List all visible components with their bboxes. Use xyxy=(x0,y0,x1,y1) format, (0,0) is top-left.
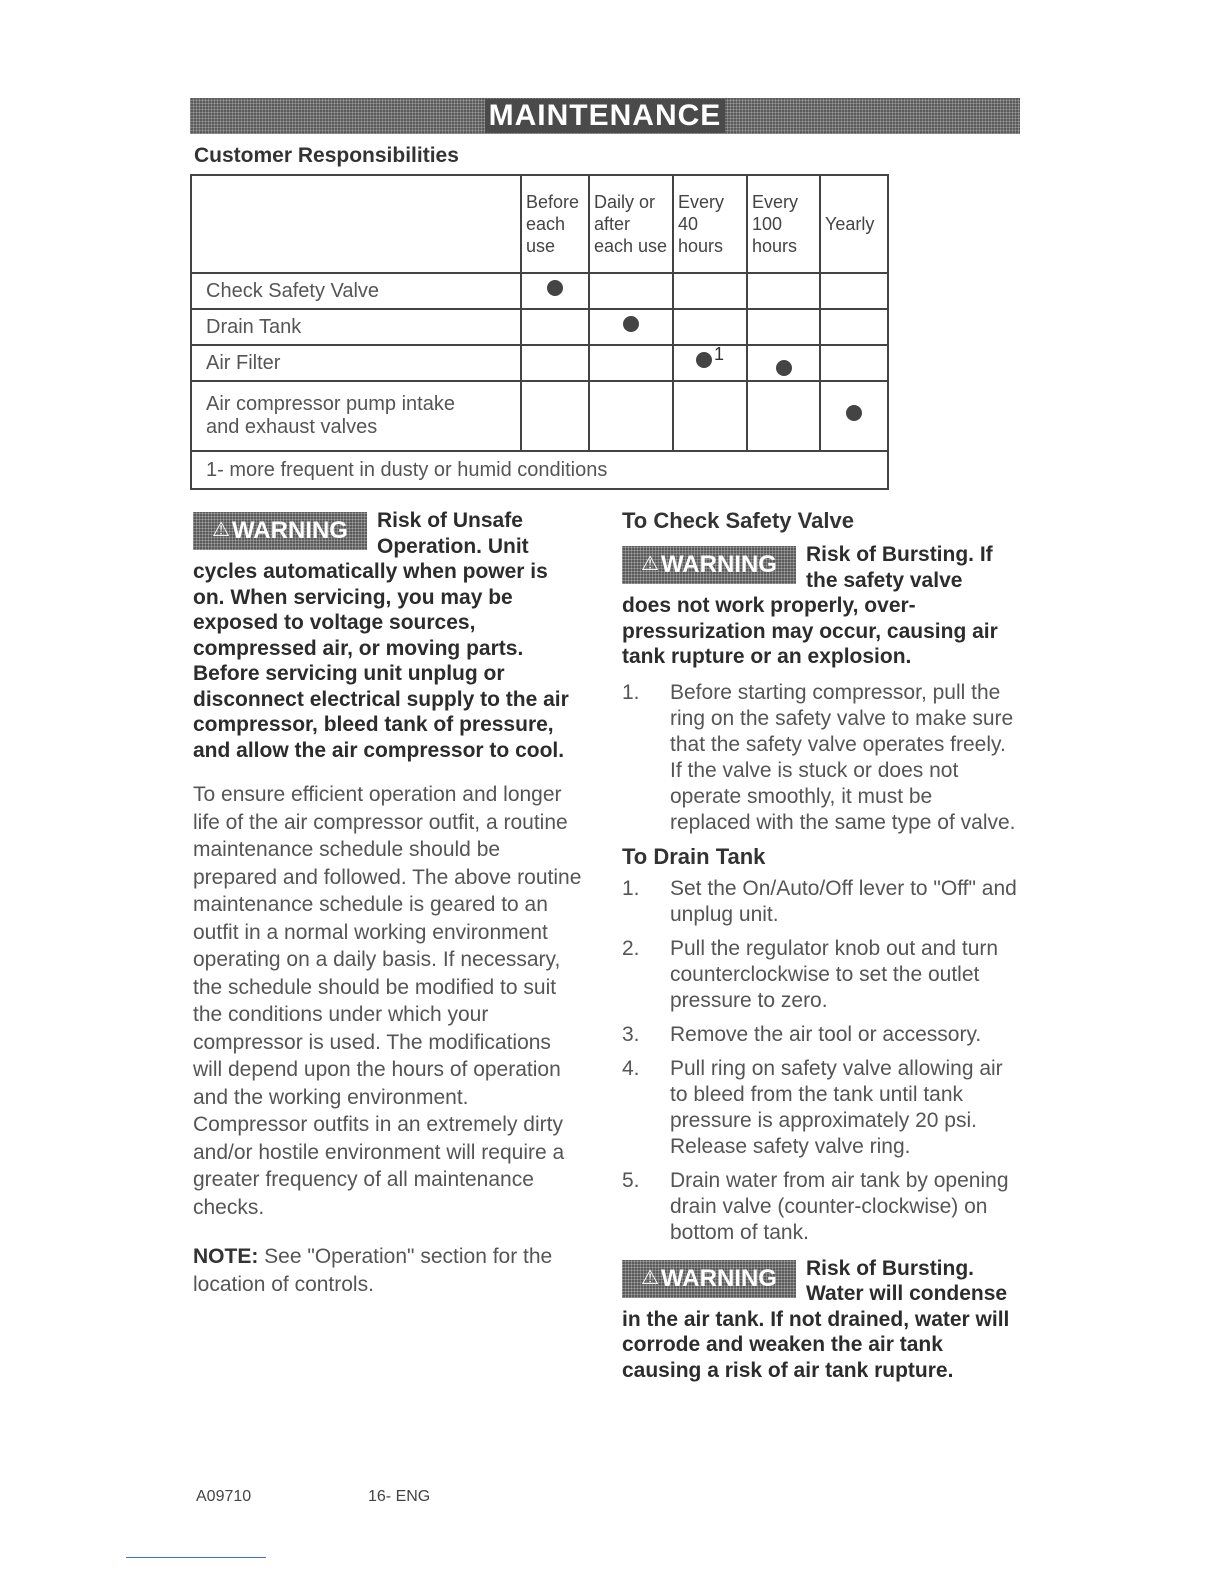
schedule-dot xyxy=(547,280,563,296)
table-row xyxy=(191,381,888,451)
section-title: MAINTENANCE xyxy=(485,99,726,133)
warning-badge: ⚠ WARNING xyxy=(622,546,796,584)
list-item: 5. Drain water from air tank by opening drain valve (counter-clockwise) on bottom of tank. xyxy=(622,1168,1009,1244)
note-paragraph: NOTE: See "Operation" section for the location of controls. xyxy=(193,1245,553,1296)
task-cell: Air compressor pump intake and exhaust valves xyxy=(191,381,521,451)
list-item: 1. Set the On/Auto/Off lever to "Off" and unplug unit. xyxy=(622,876,1017,926)
safety-valve-heading: To Check Safety Valve xyxy=(622,508,854,533)
schedule-dot xyxy=(776,360,792,376)
schedule-dot xyxy=(846,405,862,421)
list-item: 4. Pull ring on safety valve allowing air to bleed from the tank until tank pressure is approximately 20 psi. Release safety valve ring. xyxy=(622,1056,1003,1158)
task-cell: Air Filter xyxy=(191,345,521,381)
safety-valve-steps xyxy=(622,680,1017,836)
footnote-marker: 1 xyxy=(713,345,724,364)
warning-badge: ⚠ WARNING xyxy=(622,1260,796,1298)
warning-triangle-icon: ⚠ xyxy=(641,553,659,576)
unsafe-operation-warning: ⚠ WARNING Risk of Unsafe Operation. Unit cycles automatically when power is on. When servicing, you may be exposed to voltage sources, compressed air, or moving parts. Before servicing unit unplug or disconnect electrical supply to the air compressor, bleed tank of pressure, and allow the air compressor to cool. xyxy=(193,509,569,762)
task-cell: Drain Tank xyxy=(191,309,521,345)
page-number: 16- ENG xyxy=(368,1488,431,1505)
column-header: Every 100 hours xyxy=(747,175,820,273)
schedule-dot xyxy=(623,316,639,332)
right-column xyxy=(622,508,1017,1383)
column-header: Every 40 hours xyxy=(673,175,747,273)
warning-badge: ⚠ WARNING xyxy=(193,512,367,550)
water-condense-warning: ⚠ WARNING Risk of Bursting. Water will condense in the air tank. If not drained, water will corrode and weaken the air tank causing a risk of air tank rupture. xyxy=(622,1256,1010,1382)
left-column xyxy=(193,508,583,1298)
section-banner xyxy=(190,98,1020,134)
bottom-rule xyxy=(126,1557,266,1558)
note-label: NOTE: xyxy=(193,1245,259,1268)
warning-triangle-icon: ⚠ xyxy=(212,519,230,542)
table-row xyxy=(191,309,888,345)
task-cell: Check Safety Valve xyxy=(191,273,521,309)
table-header-row xyxy=(191,175,888,273)
schedule-dot xyxy=(696,352,712,368)
column-header: Daily or after each use xyxy=(589,175,673,273)
table-row xyxy=(191,273,888,309)
footnote-text: 1- more frequent in dusty or humid conditions xyxy=(191,451,888,489)
header-blank-cell xyxy=(191,175,521,273)
bursting-warning: ⚠ WARNING Risk of Bursting. If the safety valve does not work properly, over-pressurization may occur, causing air tank rupture or an explosion. xyxy=(622,543,998,668)
maintenance-paragraph: To ensure efficient operation and longer life of the air compressor outfit, a routine maintenance schedule should be prepared and followed. The above routine maintenance schedule is geared to an outfit in a normal working environment operating on a daily basis. If necessary, the schedule should be modified to suit the conditions under which your compressor is used. The modifications will depend upon the hours of operation and the working environment. Compressor outfits in an extremely dirty and/or hostile environment will require a greater frequency of all maintenance checks. xyxy=(193,783,582,1219)
list-item: 1. Before starting compressor, pull the ring on the safety valve to make sure that the safety valve operates freely. If the valve is stuck or does not operate smoothly, it must be replaced with the same type of valve. xyxy=(622,680,1016,834)
document-code: A09710 xyxy=(196,1488,252,1505)
column-header: Yearly xyxy=(820,175,888,273)
maintenance-schedule-table xyxy=(190,174,889,490)
drain-tank-steps xyxy=(622,876,1017,1246)
table-footnote-row xyxy=(191,451,888,489)
responsibilities-heading: Customer Responsibilities xyxy=(194,144,459,167)
column-header: Before each use xyxy=(521,175,589,273)
drain-tank-heading: To Drain Tank xyxy=(622,843,766,869)
list-item: 2. Pull the regulator knob out and turn counterclockwise to set the outlet pressure to zero. xyxy=(622,936,999,1012)
list-item: 3. Remove the air tool or accessory. xyxy=(622,1022,982,1046)
warning-triangle-icon: ⚠ xyxy=(641,1266,659,1289)
table-row xyxy=(191,345,888,381)
